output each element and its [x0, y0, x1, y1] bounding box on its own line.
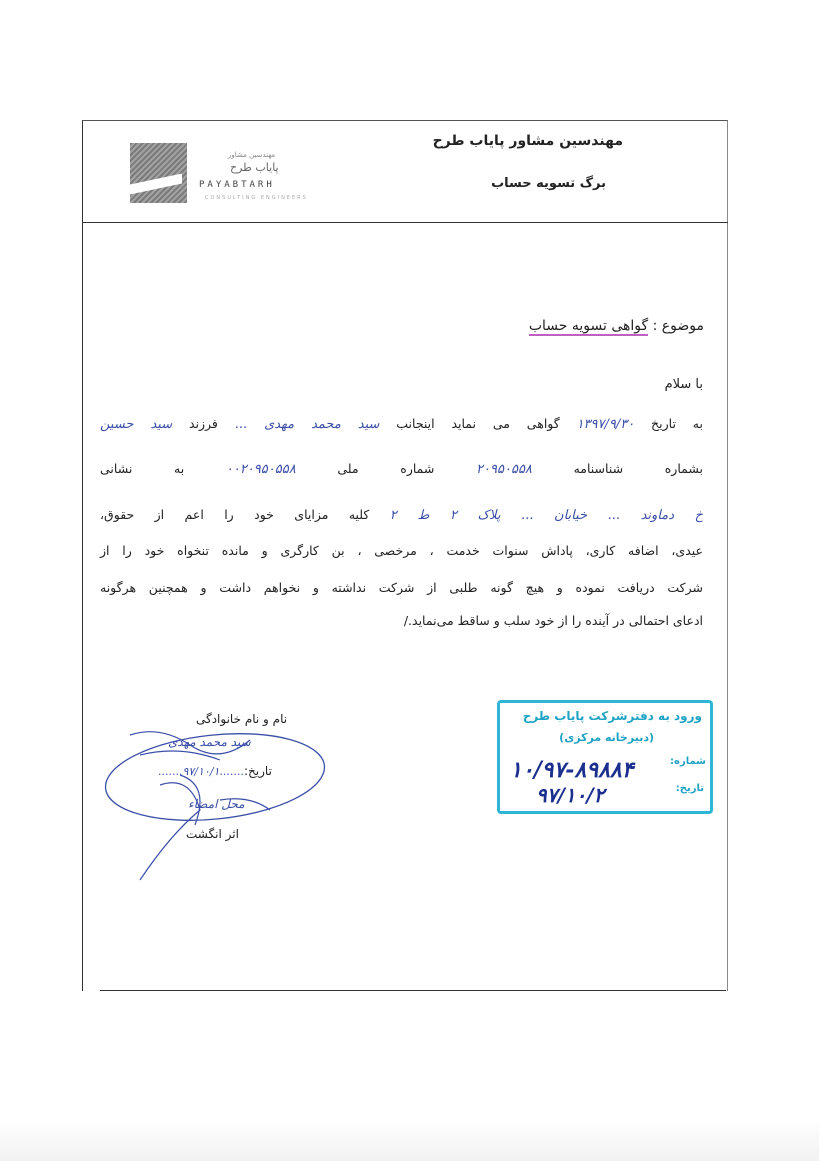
text-id-number-label: بشماره شناسنامه: [573, 461, 703, 476]
text-date-intro: به تاریخ: [651, 416, 703, 431]
scan-shadow: [0, 1120, 819, 1161]
text-certify: گواهی می نماید اینجانب: [396, 416, 560, 431]
stamp-title: ورود به دفترشرکت پایاب طرح: [522, 709, 702, 723]
subject-value: گواهی تسویه حساب: [528, 318, 649, 334]
company-name: مهندسین مشاور پایاب طرح: [432, 133, 623, 149]
handwritten-id-number: ۲۰۹۵۰۵۵۸: [476, 462, 532, 477]
stamp-date-handwritten: ۹۷/۱۰/۲: [536, 783, 605, 807]
sheet-bottom-border: [100, 990, 726, 991]
signature-date-label: تاریخ:: [244, 764, 272, 778]
text-child-of: فرزند: [188, 416, 218, 431]
body-line-2: [100, 461, 703, 477]
handwritten-national-code: ۰۰۲۰۹۵۰۵۵۸: [225, 462, 296, 477]
handwritten-date: ۱۳۹۷/۹/۳۰: [576, 417, 635, 432]
text-address-label: به نشانی: [100, 461, 185, 476]
stamp-date-label: تاریخ:: [675, 783, 704, 794]
thumbprint-label: اثر انگشت: [186, 827, 239, 841]
signature-place-handwritten: محل امضاء: [188, 797, 245, 811]
text-benefits: کلیه مزایای خود را اعم از حقوق،: [100, 507, 370, 522]
entry-stamp: [497, 700, 713, 814]
logo-persian: پایاب طرح: [230, 161, 279, 174]
body-line-5: شرکت دریافت نموده و هیچ گونه طلبی از شرکت نداشته و نخواهم داشت و همچنین هرگونه: [100, 580, 703, 595]
handwritten-name: سید محمد مهدی ...: [234, 417, 380, 432]
greeting: با سلام: [664, 377, 703, 392]
header-divider: [82, 222, 728, 223]
stamp-number-label: شماره:: [670, 756, 706, 767]
body-line-1: [100, 416, 703, 432]
body-line-3: [100, 507, 703, 523]
text-national-code-label: شماره ملی: [337, 461, 435, 476]
signature-name-handwritten: سید محمد مهدی: [168, 735, 251, 749]
logo-latin: PAYABTARH: [199, 180, 275, 190]
signature-date-handwritten: .......۹۷/۱۰/۱.......: [158, 765, 244, 778]
logo-persian-top: مهندسین مشاور: [228, 151, 276, 159]
logo-latin-sub: CONSULTING ENGINEERS: [205, 195, 308, 201]
handwritten-address: خ دماوند ... خیابان ... پلاک ۲ ط ۲: [389, 508, 703, 523]
handwritten-father-name: سید حسین: [100, 417, 173, 432]
stamp-number-handwritten: ۱۰/۹۷-۸۹۸۸۴: [510, 757, 634, 783]
signature-name-label: نام و نام خانوادگی: [196, 712, 288, 726]
stamp-subtitle: (دبیرخانه مرکزی): [559, 731, 654, 744]
body-line-6: ادعای احتمالی در آینده را از خود سلب و ساقط می‌نماید./: [403, 613, 703, 628]
subject-line: [400, 318, 704, 334]
body-line-4: عیدی، اضافه کاری، پاداش سنوات خدمت ، مرخصی ، بن کارگری و مانده تنخواه خود را از: [100, 543, 703, 558]
form-title: برگ تسویه حساب: [491, 176, 606, 191]
subject-label: موضوع :: [652, 318, 704, 334]
logo-mark-icon: [130, 143, 187, 203]
